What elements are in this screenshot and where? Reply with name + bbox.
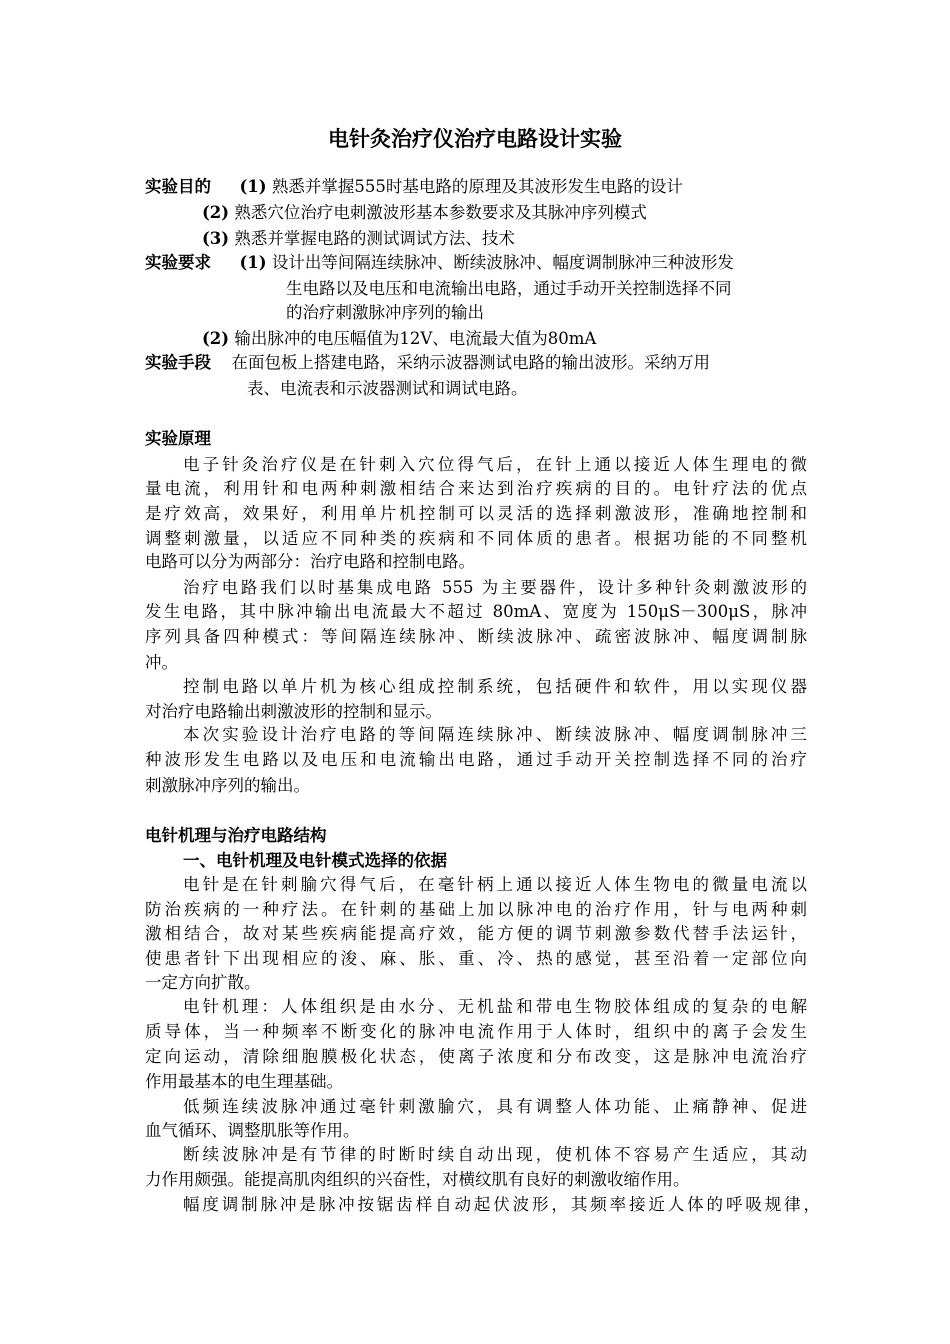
mechanism-subheading: 一、电针机理及电针模式选择的依据 <box>183 851 447 870</box>
principle-line: 治疗电路我们以时基集成电路 555 为主要器件，设计多种针灸刺激波形的 <box>183 578 807 597</box>
requirement-1-num: (1) <box>239 253 267 272</box>
principle-line: 种波形发生电路以及电压和电流输出电路，通过手动开关控制选择不同的治疗 <box>145 750 807 769</box>
requirement-1-text-line-1: 设计出等间隔连续脉冲、断续波脉冲、幅度调制脉冲三种波形发 <box>271 253 734 272</box>
mechanism-line: 质导体，当一种频率不断变化的脉冲电流作用于人体时，组织中的离子会发生 <box>145 1022 807 1041</box>
objectives-line-2 <box>202 200 647 226</box>
principle-line: 刺激脉冲序列的输出。 <box>145 776 310 795</box>
principle-line: 电子针灸治疗仪是在针刺入穴位得气后，在针上通以接近人体生理电的微 <box>183 455 807 474</box>
requirements-line-1 <box>145 250 734 276</box>
mechanism-line: 低频连续波脉冲通过毫针刺激腧穴，具有调整人体功能、止痛静神、促进 <box>183 1097 807 1116</box>
mechanism-line: 电针机理：人体组织是由水分、无机盐和带电生物胶体组成的复杂的电解 <box>183 997 807 1016</box>
objectives-line-1 <box>145 174 683 200</box>
objective-1-text: 熟悉并掌握555时基电路的原理及其波形发生电路的设计 <box>271 177 683 196</box>
principle-line: 电路可以分为两部分：治疗电路和控制电路。 <box>145 552 475 571</box>
mechanism-heading: 电针机理与治疗电路结构 <box>145 826 327 845</box>
mechanism-line: 使患者针下出现相应的浚、麻、胀、重、冷、热的感觉，甚至沿着一定部位向 <box>145 949 807 968</box>
objective-1-num: (1) <box>239 177 267 196</box>
means-label: 实验手段 <box>145 353 211 372</box>
requirement-1-text-line-2: 生电路以及电压和电流输出电路，通过手动开关控制选择不同 <box>286 279 732 298</box>
principle-line: 发生电路，其中脉冲输出电流最大不超过 80mA、宽度为 150μS－300μS，脉冲 <box>145 602 807 621</box>
requirements-line-4 <box>202 326 596 352</box>
principle-line: 控制电路以单片机为核心组成控制系统，包括硬件和软件，用以实现仪器 <box>183 677 807 696</box>
means-text-line-1: 在面包板上搭建电路，采纳示波器测试电路的输出波形。采纳万用 <box>231 353 710 372</box>
requirement-2-text: 输出脉冲的电压幅值为12V、电流最大值为80mA <box>234 329 597 348</box>
mechanism-line: 防治疾病的一种疗法。在针刺的基础上加以脉冲电的治疗作用，针与电两种刺 <box>145 900 807 919</box>
principle-line: 对治疗电路输出刺激波形的控制和显示。 <box>145 702 442 721</box>
requirement-1-text-line-3: 的治疗刺激脉冲序列的输出 <box>286 303 484 322</box>
mechanism-line: 一定方向扩散。 <box>145 973 261 992</box>
principle-heading: 实验原理 <box>145 429 211 448</box>
objective-3-text: 熟悉并掌握电路的测试调试方法、技术 <box>234 229 515 248</box>
mechanism-line: 作用最基本的电生理基础。 <box>145 1072 343 1091</box>
mechanism-line: 力作用颇强。能提高肌肉组织的兴奋性，对横纹肌有良好的刺激收缩作用。 <box>145 1170 690 1189</box>
mechanism-line: 幅度调制脉冲是脉冲按锯齿样自动起伏波形，其频率接近人体的呼吸规律， <box>183 1195 820 1214</box>
principle-line: 冲。 <box>145 653 178 672</box>
mechanism-line: 电针是在针刺腧穴得气后，在毫针柄上通以接近人体生物电的微量电流以 <box>183 875 807 894</box>
mechanism-line: 断续波脉冲是有节律的时断时续自动出现，使机体不容易产生适应，其动 <box>183 1145 807 1164</box>
objective-2-text: 熟悉穴位治疗电刺激波形基本参数要求及其脉冲序列模式 <box>234 203 647 222</box>
objectives-label: 实验目的 <box>145 177 211 196</box>
principle-line: 调整刺激量，以适应不同种类的疾病和不同体质的患者。根据功能的不同整机 <box>145 529 807 548</box>
principle-line: 本次实验设计治疗电路的等间隔连续脉冲、断续波脉冲、幅度调制脉冲三 <box>183 725 807 744</box>
principle-line: 是疗效高，效果好，利用单片机控制可以灵活的选择刺激波形，准确地控制和 <box>145 504 807 523</box>
objective-2-num: (2) <box>202 203 230 222</box>
objectives-line-3 <box>202 226 515 252</box>
page-title: 电针灸治疗仪治疗电路设计实验 <box>328 127 622 151</box>
mechanism-line: 定向运动，清除细胞膜极化状态，使离子浓度和分布改变，这是脉冲电流治疗 <box>145 1047 807 1066</box>
principle-line: 序列具备四种模式：等间隔连续脉冲、断续波脉冲、疏密波脉冲、幅度调制脉 <box>145 627 807 646</box>
mechanism-line: 激相结合，故对某些疾病能提高疗效，能方便的调节刺激参数代替手法运针， <box>145 924 807 943</box>
objective-3-num: (3) <box>202 229 230 248</box>
means-line-1 <box>145 350 710 376</box>
principle-line: 量电流，利用针和电两种刺激相结合来达到治疗疾病的目的。电针疗法的优点 <box>145 479 807 498</box>
means-text-line-2: 表、电流表和示波器测试和调试电路。 <box>247 379 528 398</box>
mechanism-line: 血气循环、调整肌胀等作用。 <box>145 1121 360 1140</box>
requirements-label: 实验要求 <box>145 253 211 272</box>
requirement-2-num: (2) <box>202 329 230 348</box>
